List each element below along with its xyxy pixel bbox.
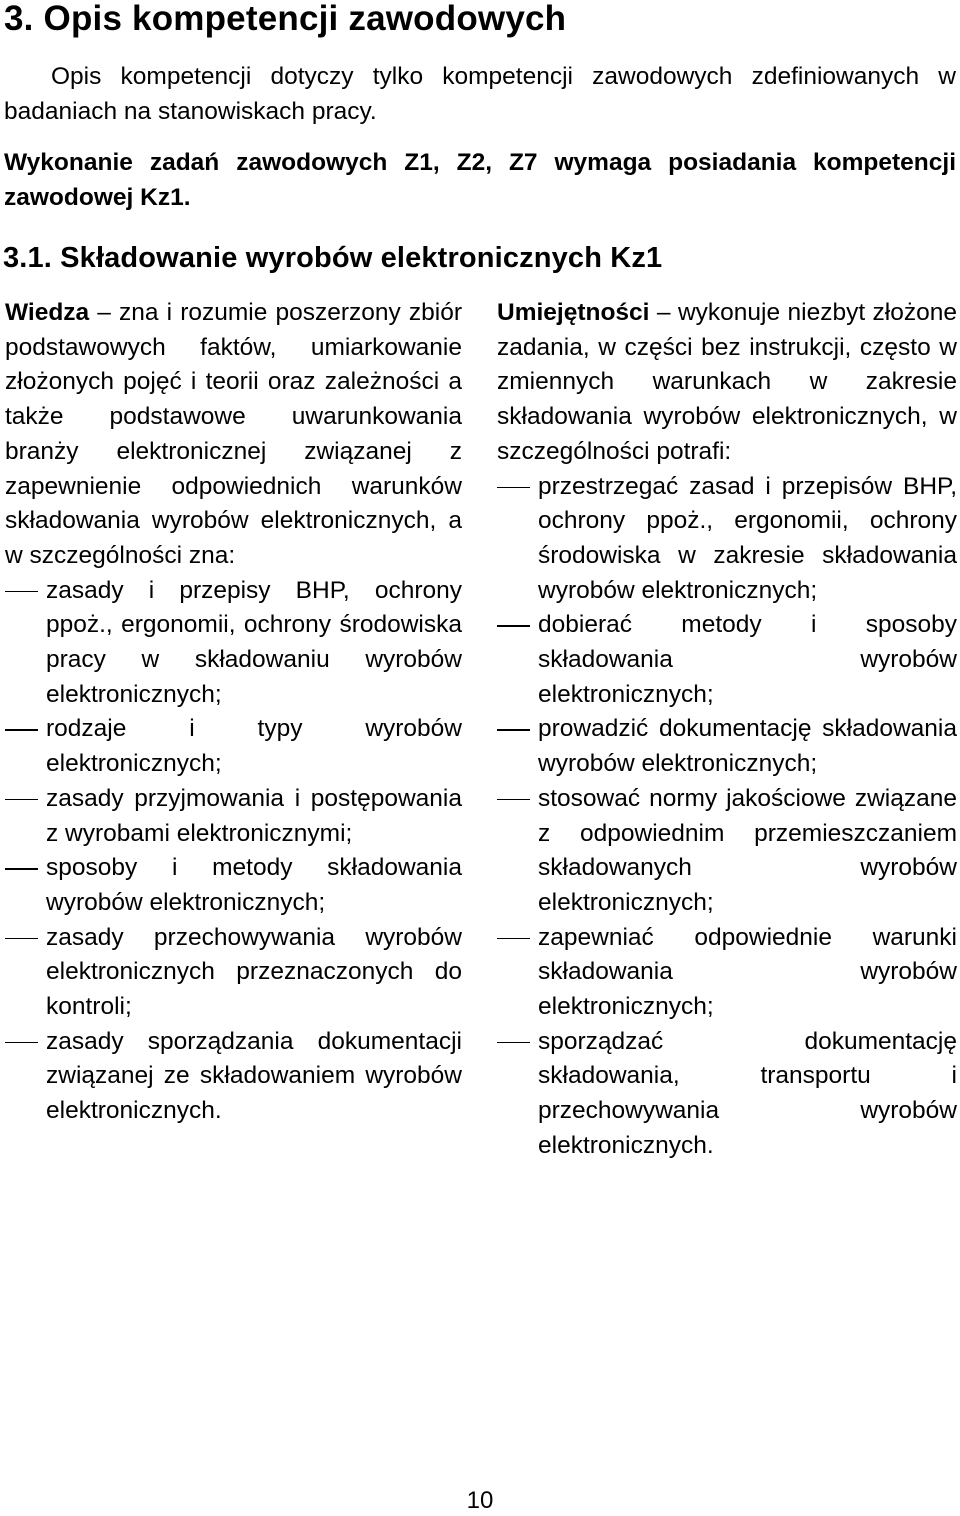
knowledge-item-text: zasady przechowywania wyrobów elektronicznych przeznaczonych do kontroli; (46, 923, 462, 1021)
knowledge-list-item (5, 712, 462, 781)
chapter-title: 3. Opis kompetencji zawodowych (4, 0, 567, 38)
dash-bullet-icon (5, 574, 39, 609)
knowledge-list-item (5, 1025, 462, 1129)
requirement-paragraph: Wykonanie zadań zawodowych Z1, Z2, Z7 wymaga posiadania kompetencji zawodowej Kz1. (4, 149, 956, 211)
dash-bullet-icon (497, 470, 531, 505)
skills-item-text: stosować normy jakościowe związane z odpowiednim przemieszczaniem składowanych wyrobów elektronicznych; (538, 784, 957, 916)
knowledge-list (5, 574, 462, 1129)
skills-list-item (497, 608, 957, 712)
skills-item-text: sporządzać dokumentację składowania, transportu i przechowywania wyrobów elektronicznych. (538, 1027, 957, 1159)
knowledge-lead-text: – zna i rozumie poszerzony zbiór podstawowych faktów, umiarkowanie złożonych pojęć i teorii oraz zależności a także podstawowe uwarunkowania branży elektronicznej związanej z zapewnienie odpowiednich warunków składowania wyrobów elektronicznych, a w szczególności zna: (5, 299, 462, 569)
knowledge-item-text: sposoby i metody składowania wyrobów elektronicznych; (46, 854, 462, 916)
skills-item-text: dobierać metody i sposoby składowania wyrobów elektronicznych; (538, 611, 957, 708)
knowledge-list-item (5, 851, 462, 920)
knowledge-item-text: zasady przyjmowania i postępowania z wyrobami elektronicznymi; (46, 784, 462, 847)
skills-item-text: zapewniać odpowiednie warunki składowania wyrobów elektronicznych; (538, 923, 957, 1021)
dash-bullet-icon (5, 921, 39, 956)
page-number: 10 (466, 1487, 494, 1514)
dash-bullet-icon (5, 712, 39, 747)
knowledge-list-item (5, 921, 462, 1025)
section-title: 3.1. Składowanie wyrobów elektronicznych Kz1 (3, 242, 663, 274)
skills-list-item (497, 470, 957, 609)
dash-bullet-icon (497, 782, 531, 817)
knowledge-list-item (5, 574, 462, 713)
skills-list (497, 470, 957, 1164)
dash-bullet-icon (5, 782, 39, 817)
knowledge-column (5, 296, 462, 1129)
skills-item-text: prowadzić dokumentację składowania wyrobów elektronicznych; (538, 715, 957, 778)
skills-list-item (497, 921, 957, 1025)
dash-bullet-icon (497, 921, 531, 956)
skills-column (497, 296, 957, 1164)
dash-bullet-icon (5, 851, 39, 886)
intro-paragraph: Opis kompetencji dotyczy tylko kompetencji zawodowych zdefiniowanych w badaniach na stanowiskach pracy. (4, 63, 956, 125)
knowledge-item-text: rodzaje i typy wyrobów elektronicznych; (46, 715, 462, 778)
skills-list-item (497, 712, 957, 781)
skills-item-text: przestrzegać zasad i przepisów BHP, ochrony ppoż., ergonomii, ochrony środowiska w zakresie składowania wyrobów elektronicznych; (538, 472, 957, 604)
knowledge-label: Wiedza (5, 299, 90, 326)
dash-bullet-icon (497, 608, 531, 643)
skills-list-item (497, 782, 957, 921)
skills-lead (497, 296, 957, 470)
skills-lead-text: – wykonuje niezbyt złożone zadania, w części bez instrukcji, często w zmiennych warunkach w zakresie składowania wyrobów elektronicznych, w szczególności potrafi: (497, 299, 957, 465)
knowledge-item-text: zasady i przepisy BHP, ochrony ppoż., ergonomii, ochrony środowiska pracy w składowaniu wyrobów elektronicznych; (46, 576, 462, 708)
skills-label: Umiejętności (497, 299, 650, 326)
knowledge-list-item (5, 782, 462, 851)
dash-bullet-icon (497, 712, 531, 747)
dash-bullet-icon (5, 1025, 39, 1060)
knowledge-item-text: zasady sporządzania dokumentacji związanej ze składowaniem wyrobów elektronicznych. (46, 1027, 462, 1125)
skills-list-item (497, 1025, 957, 1164)
dash-bullet-icon (497, 1025, 531, 1060)
knowledge-lead (5, 296, 462, 574)
